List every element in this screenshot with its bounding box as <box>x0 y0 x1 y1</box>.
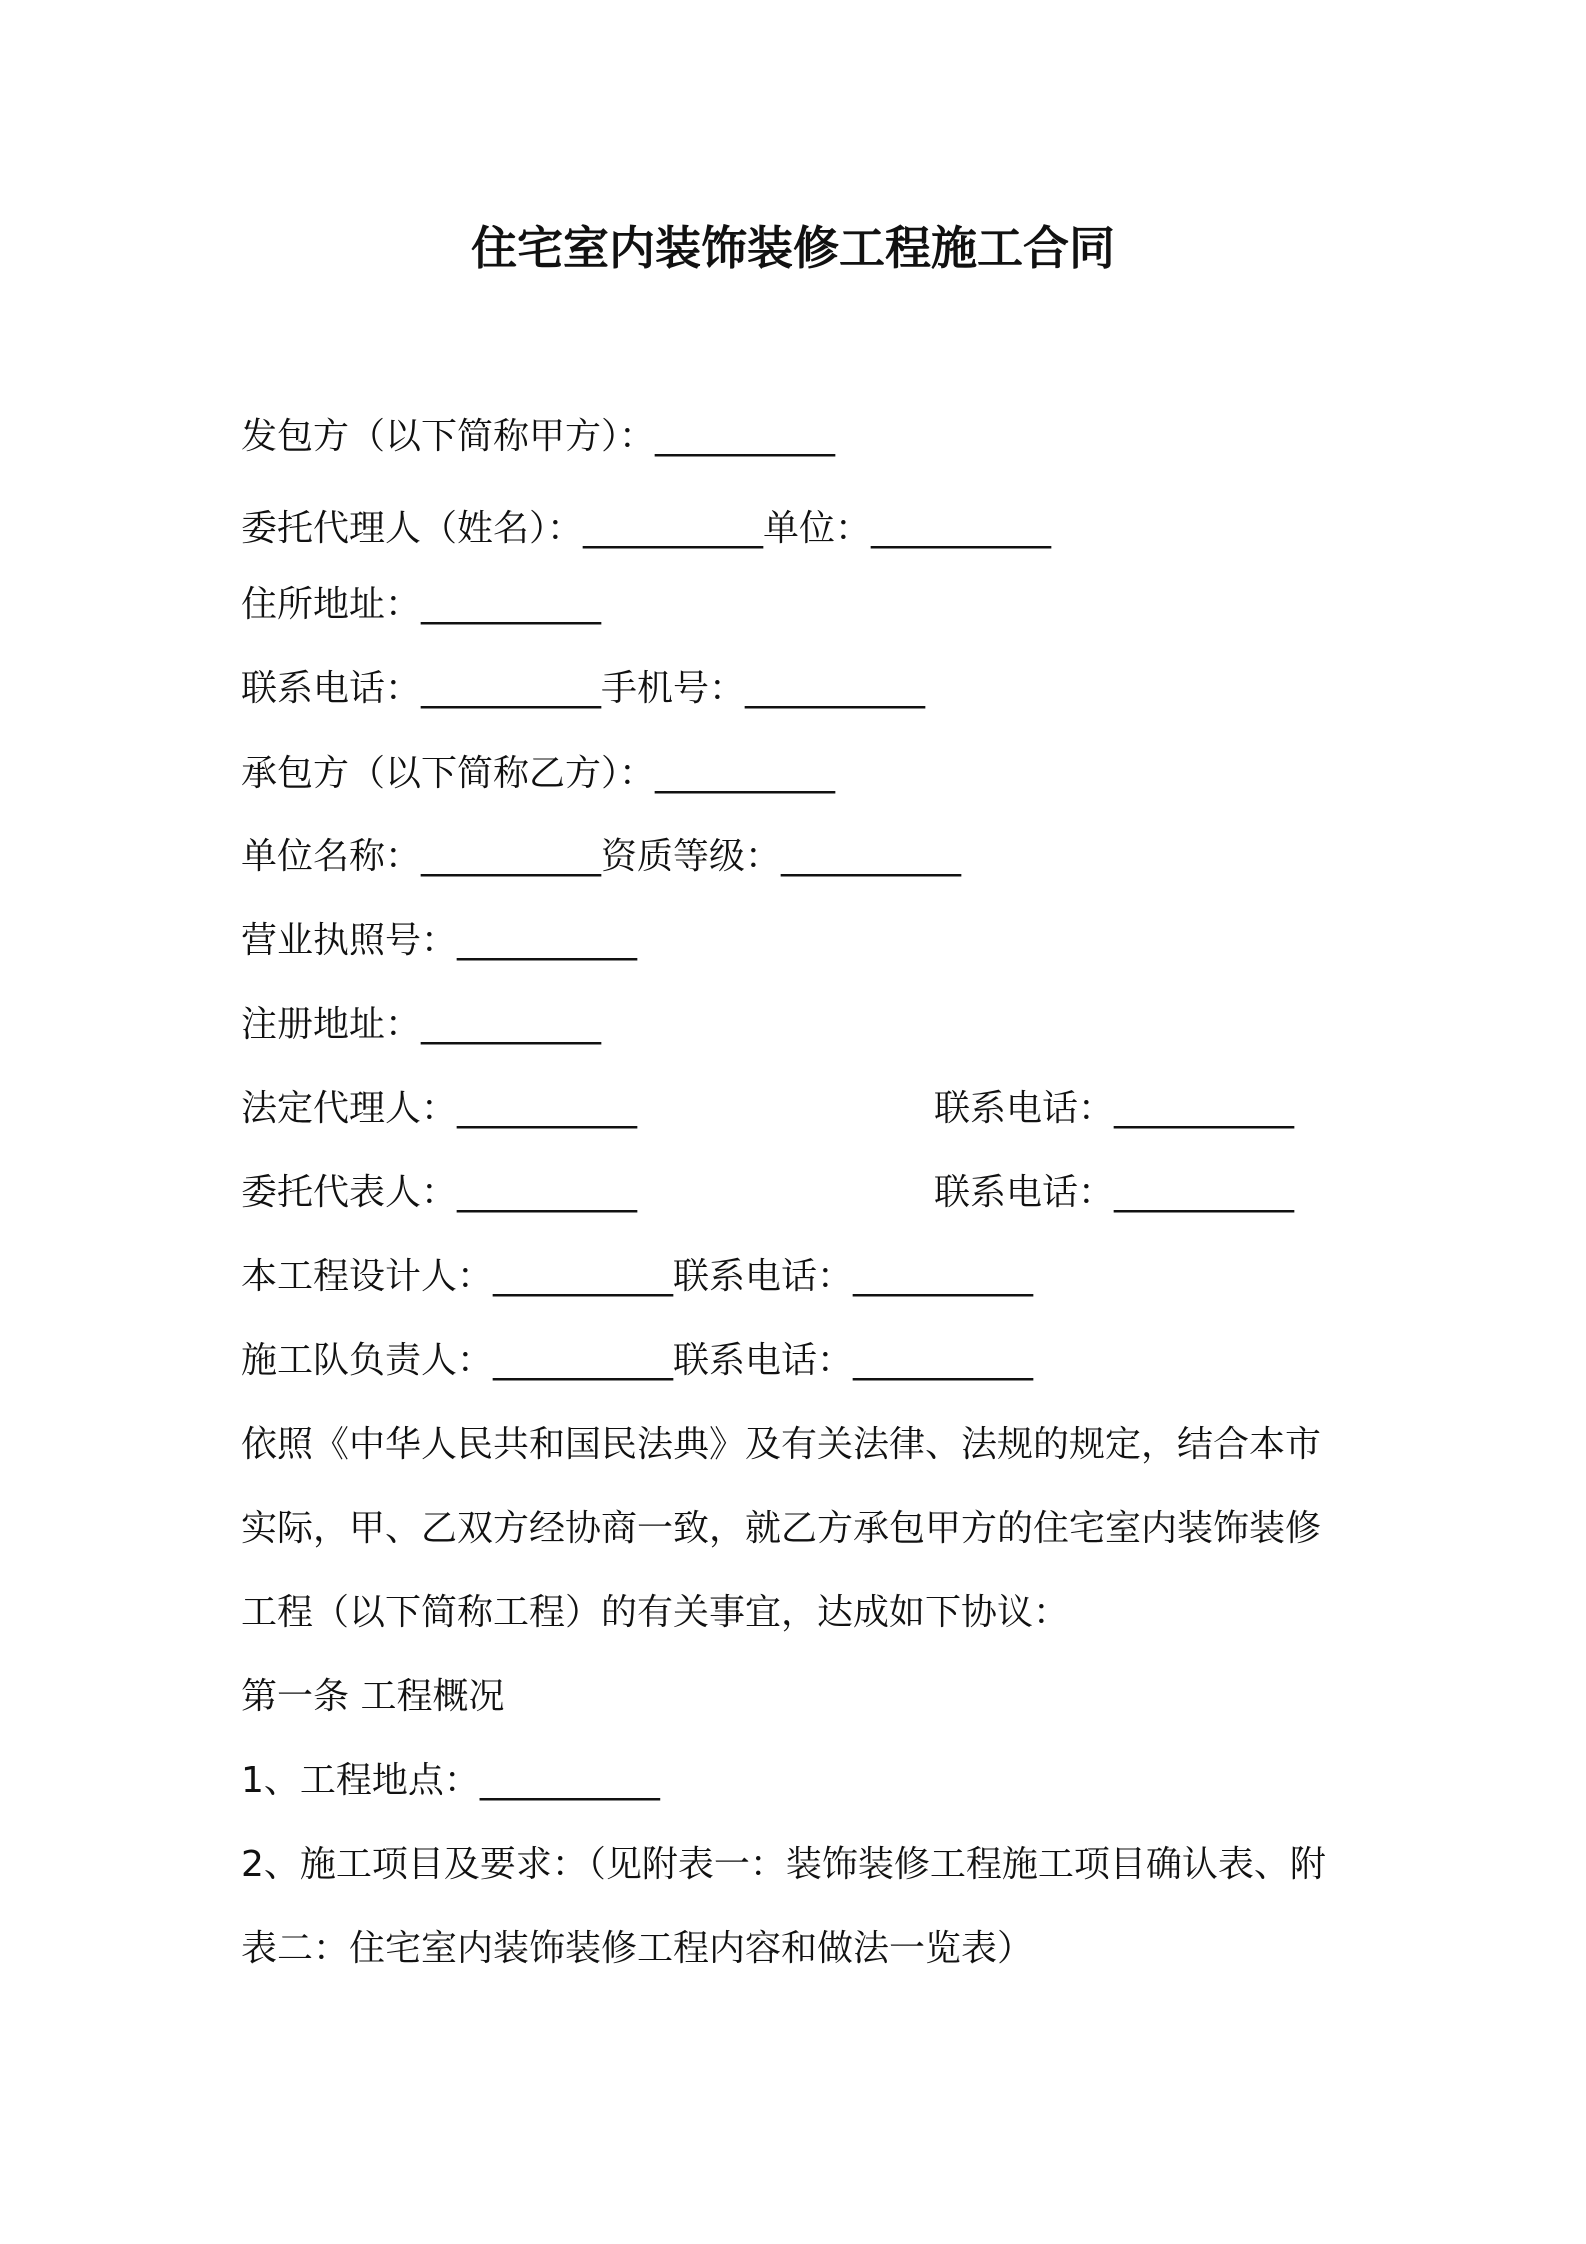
team-leader-line: 施工队负责人：__________联系电话：__________ <box>241 1340 1034 1381</box>
license-line: 营业执照号：__________ <box>241 920 638 961</box>
phone-line: 联系电话：__________手机号：__________ <box>241 668 926 709</box>
legal-agent-phone: 联系电话：__________ <box>934 1088 1295 1129</box>
preamble-line-2: 实际，甲、乙双方经协商一致，就乙方承包甲方的住宅室内装饰装修 <box>241 1508 1322 1549</box>
delegate-line <box>241 1165 1295 1221</box>
article-1-heading: 第一条 工程概况 <box>241 1676 505 1717</box>
preamble-line-3: 工程（以下简称工程）的有关事宜，达成如下协议： <box>241 1592 1070 1633</box>
item-1-location: 1、工程地点：__________ <box>241 1760 660 1801</box>
delegate-phone: 联系电话：__________ <box>934 1172 1295 1213</box>
party-a-line: 发包方（以下简称甲方）：__________ <box>241 416 836 457</box>
agent-line: 委托代理人（姓名）：__________单位：__________ <box>241 508 1052 549</box>
registered-address-line: 注册地址：__________ <box>241 1004 602 1045</box>
legal-agent-line <box>241 1081 1295 1137</box>
address-line: 住所地址：__________ <box>241 584 602 625</box>
item-2-line-2: 表二：住宅室内装饰装修工程内容和做法一览表） <box>241 1928 1034 1969</box>
designer-line: 本工程设计人：__________联系电话：__________ <box>241 1256 1034 1297</box>
legal-agent-label: 法定代理人：__________ <box>241 1088 638 1129</box>
preamble-line-1: 依照《中华人民共和国民法典》及有关法律、法规的规定，结合本市 <box>241 1424 1322 1465</box>
company-line: 单位名称：__________资质等级：__________ <box>241 836 962 877</box>
item-2-line-1: 2、施工项目及要求：（见附表一：装饰装修工程施工项目确认表、附 <box>241 1844 1326 1885</box>
delegate-label: 委托代表人：__________ <box>241 1172 638 1213</box>
document-title: 住宅室内装饰装修工程施工合同 <box>471 221 1115 275</box>
party-b-line: 承包方（以下简称乙方）：__________ <box>241 753 836 794</box>
